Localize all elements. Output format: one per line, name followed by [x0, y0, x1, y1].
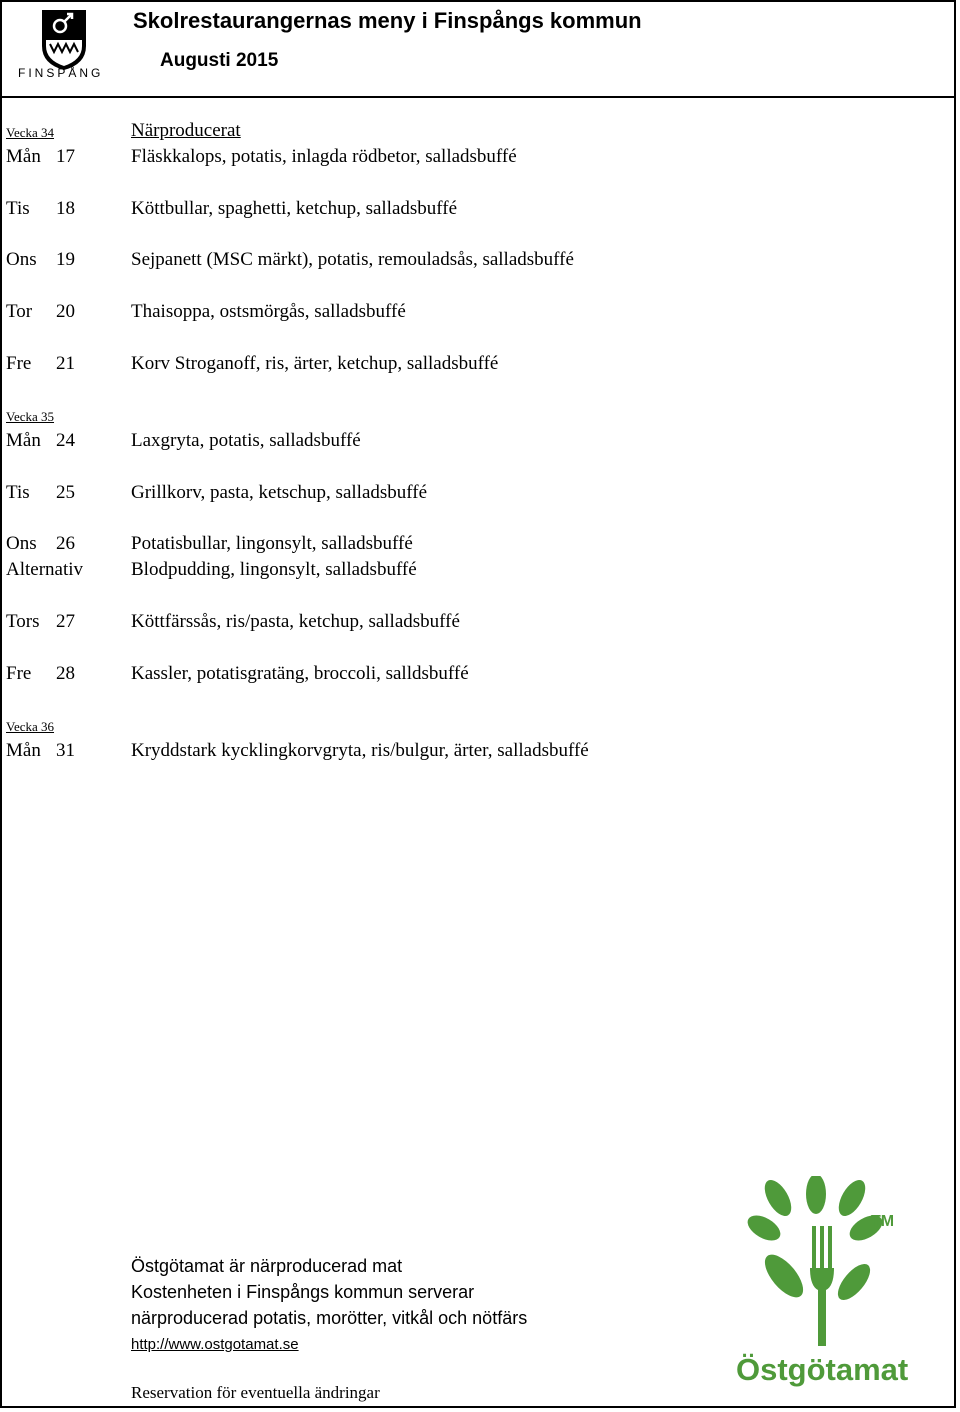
dish: Köttfärssås, ris/pasta, ketchup, salladsbuffé [131, 611, 460, 632]
dish: Thaisoppa, ostsmörgås, salladsbuffé [131, 301, 406, 322]
day-name: Tis [6, 482, 30, 503]
day-date: 20 [56, 301, 75, 322]
week-label: Vecka 34 [6, 125, 55, 140]
day-name: Mån [6, 430, 41, 451]
day-date: 18 [56, 198, 75, 219]
ostgotamat-link[interactable]: http://www.ostgotamat.se [131, 1336, 299, 1353]
day-name: Mån [6, 740, 41, 761]
logo-text: FINSPÅNG [18, 66, 104, 80]
reservation-note: Reservation för eventuella ändringar [131, 1383, 380, 1402]
day-date: 25 [56, 482, 75, 503]
footer-line: närproducerad potatis, morötter, vitkål och nötfärs [131, 1308, 528, 1328]
local-produce-note: Närproducerat [131, 120, 241, 141]
footer-line: Kostenheten i Finspångs kommun serverar [131, 1282, 475, 1302]
month-heading: Augusti 2015 [160, 50, 279, 71]
dish: Blodpudding, lingonsylt, salladsbuffé [131, 559, 417, 580]
day-date: 19 [56, 249, 75, 270]
dish: Kassler, potatisgratäng, broccoli, salldsbuffé [131, 663, 469, 684]
day-date: 17 [56, 146, 75, 167]
day-date: 24 [56, 430, 75, 451]
dish: Sejpanett (MSC märkt), potatis, remouladsås, salladsbuffé [131, 249, 574, 270]
dish: Laxgryta, potatis, salladsbuffé [131, 430, 361, 451]
alternative-label: Alternativ [6, 559, 84, 580]
day-name: Fre [6, 663, 32, 684]
day-name: Mån [6, 146, 41, 167]
dish: Kryddstark kycklingkorvgryta, ris/bulgur, ärter, salladsbuffé [131, 740, 589, 761]
day-date: 21 [56, 353, 75, 374]
footer-line: Östgötamat är närproducerad mat [131, 1256, 403, 1276]
trademark: TM [871, 1213, 895, 1230]
day-name: Fre [6, 353, 32, 374]
dish: Köttbullar, spaghetti, ketchup, salladsbuffé [131, 198, 458, 219]
brand-name: Östgötamat [736, 1352, 909, 1387]
day-date: 27 [56, 611, 75, 632]
dish: Potatisbullar, lingonsylt, salladsbuffé [131, 533, 413, 554]
page-title: Skolrestaurangernas meny i Finspångs kommun [133, 8, 642, 33]
week-label: Vecka 36 [6, 719, 55, 734]
week-label: Vecka 35 [6, 409, 55, 424]
day-date: 31 [56, 740, 75, 761]
dish: Korv Stroganoff, ris, ärter, ketchup, salladsbuffé [131, 353, 499, 374]
dish: Grillkorv, pasta, ketschup, salladsbuffé [131, 482, 428, 503]
day-date: 28 [56, 663, 75, 684]
day-name: Tor [6, 301, 33, 322]
dish: Fläskkalops, potatis, inlagda rödbetor, salladsbuffé [131, 146, 517, 167]
day-name: Ons [6, 249, 37, 270]
day-name: Tis [6, 198, 30, 219]
day-date: 26 [56, 533, 75, 554]
day-name: Tors [6, 611, 40, 632]
header [0, 0, 956, 98]
day-name: Ons [6, 533, 37, 554]
